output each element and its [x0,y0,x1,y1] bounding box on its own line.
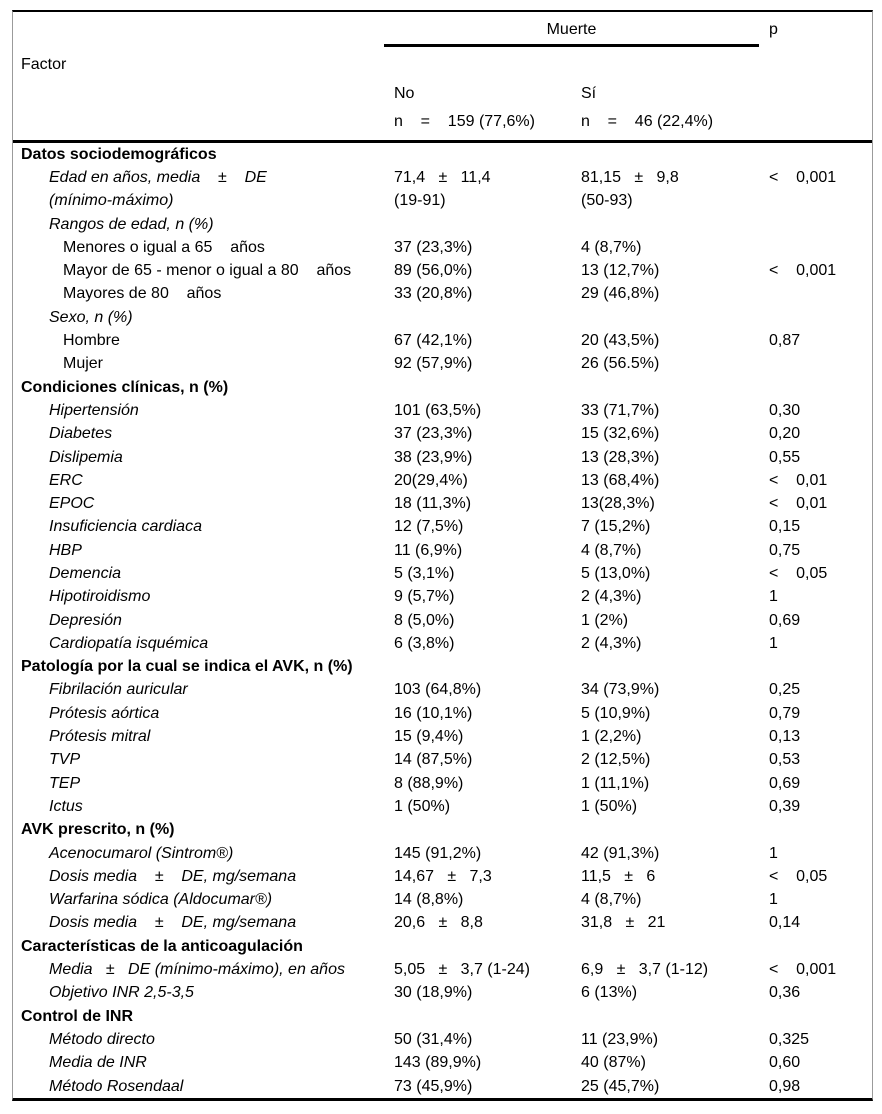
table-row [13,702,872,725]
table-row [13,143,872,166]
table-row [13,889,872,912]
factor-cell: Condiciones clínicas, n (%) [21,378,229,396]
si-cell: 7 (15,2%) [581,518,651,536]
muerte-underline-rule [384,44,759,47]
si-group-count: n = 46 (22,4%) [581,113,714,130]
p-cell: 0,30 [769,401,801,419]
factor-cell: Método Rosendaal [49,1077,184,1095]
si-cell: 1 (2,2%) [581,728,642,746]
si-cell: 5 (10,9%) [581,704,651,722]
si-cell: 1 (11,1%) [581,774,650,792]
p-cell: < 0,01 [769,471,828,489]
no-cell: 5,05 ± 3,7 (1-24) [394,961,530,979]
table-row [13,958,872,981]
p-cell: 1 [769,634,778,652]
table-row [13,1005,872,1028]
statistics-table [12,10,873,1101]
si-cell: 11,5 ± 6 [581,867,656,885]
table-row [13,236,872,259]
p-cell: 0,14 [769,914,801,932]
factor-cell: Características de la anticoagulación [21,937,303,955]
table-row [13,283,872,306]
si-cell: 15 (32,6%) [581,425,660,443]
factor-cell: HBP [49,541,82,559]
no-cell: 14,67 ± 7,3 [394,867,492,885]
factor-cell: Acenocumarol (Sintrom®) [49,844,234,862]
table-row [13,1028,872,1051]
si-cell: 1 (50%) [581,797,638,815]
factor-cell: Cardiopatía isquémica [49,634,209,652]
factor-cell: Hipotiroidismo [49,588,151,606]
table-row [13,912,872,935]
factor-cell: Menores o igual a 65 años [63,238,265,256]
no-cell: 37 (23,3%) [394,238,473,256]
factor-cell: Prótesis aórtica [49,704,160,722]
si-cell: 2 (4,3%) [581,634,642,652]
factor-cell: Mujer [63,355,104,373]
no-cell: 8 (5,0%) [394,611,455,629]
no-cell: 67 (42,1%) [394,332,473,350]
si-cell: 29 (46,8%) [581,285,660,303]
table-row [13,399,872,422]
p-cell: 0,79 [769,704,801,722]
p-cell: 0,325 [769,1030,810,1048]
p-cell: 0,13 [769,728,801,746]
table-row [13,819,872,842]
no-group-count: n = 159 (77,6%) [394,113,535,130]
table-row [13,539,872,562]
factor-cell: Método directo [49,1030,155,1048]
factor-cell: Diabetes [49,425,113,443]
no-cell: 73 (45,9%) [394,1077,473,1095]
p-cell: < 0,05 [769,564,828,582]
table-row [13,935,872,958]
table-row [13,725,872,748]
no-cell: 103 (64,8%) [394,681,482,699]
table-row [13,772,872,795]
no-cell: 18 (11,3%) [394,495,472,513]
p-cell: 0,69 [769,611,801,629]
si-cell: 13(28,3%) [581,495,655,513]
table-row [13,213,872,236]
si-cell: 2 (4,3%) [581,588,642,606]
factor-cell: Edad en años, media ± DE [49,168,267,186]
factor-cell: Media de INR [49,1054,147,1072]
factor-cell: Ictus [49,797,83,815]
table-row [13,982,872,1005]
factor-cell: Hipertensión [49,401,139,419]
si-cell: 6 (13%) [581,984,638,1002]
factor-cell: Patología por la cual se indica el AVK, n (%) [21,658,353,676]
p-cell: 1 [769,588,778,606]
factor-cell: Rangos de edad, n (%) [49,215,214,233]
no-cell: 8 (88,9%) [394,774,464,792]
factor-cell: EPOC [49,495,95,513]
factor-cell: TEP [49,774,81,792]
p-cell: 0,39 [769,797,801,815]
si-cell: 31,8 ± 21 [581,914,666,932]
factor-cell: (mínimo-máximo) [49,192,174,210]
p-cell: 0,75 [769,541,801,559]
factor-cell: TVP [49,751,81,769]
table-row [13,865,872,888]
factor-cell: Media ± DE (mínimo-máximo), en años [49,961,345,979]
p-cell: 1 [769,844,778,862]
factor-cell: Sexo, n (%) [49,308,133,326]
factor-cell: Hombre [63,332,120,350]
no-cell: 5 (3,1%) [394,564,455,582]
si-cell: 1 (2%) [581,611,629,629]
si-cell: 13 (68,4%) [581,471,660,489]
no-cell: 6 (3,8%) [394,634,455,652]
si-cell: 26 (56.5%) [581,355,660,373]
table-row [13,795,872,818]
no-cell: 11 (6,9%) [394,541,463,559]
si-cell: 5 (13,0%) [581,564,651,582]
si-cell: 42 (91,3%) [581,844,660,862]
no-cell: 15 (9,4%) [394,728,464,746]
table-row [13,469,872,492]
p-cell: 0,60 [769,1054,801,1072]
si-cell: 4 (8,7%) [581,891,642,909]
table-row [13,679,872,702]
table-row [13,562,872,585]
no-cell: 14 (87,5%) [394,751,473,769]
p-cell: 0,53 [769,751,801,769]
si-cell: 20 (43,5%) [581,332,660,350]
no-cell: 89 (56,0%) [394,262,473,280]
table-row [13,166,872,189]
no-cell: (19-91) [394,192,446,210]
p-cell: < 0,001 [769,961,837,979]
factor-cell: Depresión [49,611,122,629]
table-body [13,143,872,1098]
no-cell: 20(29,4%) [394,471,468,489]
factor-cell: Insuficiencia cardiaca [49,518,202,536]
table-row [13,446,872,469]
column-si-label: Sí [581,85,597,102]
no-cell: 92 (57,9%) [394,355,473,373]
no-cell: 38 (23,9%) [394,448,473,466]
si-cell: 11 (23,9%) [581,1030,659,1048]
column-p-label: p [769,21,778,38]
p-cell: 0,98 [769,1077,801,1095]
factor-cell: Demencia [49,564,122,582]
no-cell: 143 (89,9%) [394,1054,482,1072]
no-cell: 37 (23,3%) [394,425,473,443]
si-cell: 34 (73,9%) [581,681,660,699]
table-row [13,353,872,376]
p-cell: 0,36 [769,984,801,1002]
p-cell: < 0,001 [769,168,837,186]
no-cell: 101 (63,5%) [394,401,482,419]
table-row [13,423,872,446]
p-cell: 0,87 [769,332,801,350]
table-row [13,492,872,515]
no-cell: 9 (5,7%) [394,588,455,606]
table-row [13,632,872,655]
table-row [13,1052,872,1075]
table-row [13,259,872,282]
no-cell: 30 (18,9%) [394,984,473,1002]
table-row [13,376,872,399]
table-row [13,656,872,679]
si-cell: 13 (28,3%) [581,448,660,466]
si-cell: (50-93) [581,192,633,210]
p-cell: 0,25 [769,681,801,699]
column-group-muerte-label: Muerte [546,21,597,38]
no-cell: 50 (31,4%) [394,1030,473,1048]
no-cell: 12 (7,5%) [394,518,464,536]
column-no-label: No [394,85,415,102]
factor-cell: Datos sociodemográficos [21,145,217,163]
p-cell: 0,15 [769,518,801,536]
factor-cell: AVK prescrito, n (%) [21,821,175,839]
p-cell: 0,69 [769,774,801,792]
p-cell: 0,20 [769,425,801,443]
si-cell: 81,15 ± 9,8 [581,168,679,186]
si-cell: 40 (87%) [581,1054,646,1072]
factor-cell: Mayor de 65 - menor o igual a 80 años [63,262,352,280]
table-row [13,516,872,539]
si-cell: 4 (8,7%) [581,238,642,256]
no-cell: 33 (20,8%) [394,285,473,303]
factor-cell: Control de INR [21,1007,133,1025]
factor-cell: Dislipemia [49,448,123,466]
p-cell: < 0,01 [769,495,828,513]
p-cell: 0,55 [769,448,801,466]
factor-cell: Warfarina sódica (Aldocumar®) [49,891,273,909]
table-row [13,329,872,352]
table-row [13,1075,872,1098]
table-row [13,842,872,865]
no-cell: 1 (50%) [394,797,451,815]
no-cell: 16 (10,1%) [394,704,473,722]
si-cell: 13 (12,7%) [581,262,660,280]
table-row [13,586,872,609]
table-header [13,12,872,140]
factor-cell: Prótesis mitral [49,728,151,746]
table-row [13,190,872,213]
si-cell: 25 (45,7%) [581,1077,660,1095]
p-cell: < 0,05 [769,867,828,885]
column-factor-label: Factor [21,56,67,73]
no-cell: 20,6 ± 8,8 [394,914,483,932]
table-row [13,306,872,329]
si-cell: 33 (71,7%) [581,401,660,419]
no-cell: 145 (91,2%) [394,844,482,862]
factor-cell: Objetivo INR 2,5-3,5 [49,984,194,1002]
no-cell: 14 (8,8%) [394,891,464,909]
factor-cell: Mayores de 80 años [63,285,222,303]
si-cell: 4 (8,7%) [581,541,642,559]
p-cell: 1 [769,891,778,909]
factor-cell: Dosis media ± DE, mg/semana [49,867,297,885]
factor-cell: Fibrilación auricular [49,681,188,699]
table-row [13,749,872,772]
factor-cell: Dosis media ± DE, mg/semana [49,914,297,932]
no-cell: 71,4 ± 11,4 [394,168,491,186]
si-cell: 2 (12,5%) [581,751,651,769]
p-cell: < 0,001 [769,262,837,280]
factor-cell: ERC [49,471,83,489]
si-cell: 6,9 ± 3,7 (1-12) [581,961,709,979]
table-row [13,609,872,632]
